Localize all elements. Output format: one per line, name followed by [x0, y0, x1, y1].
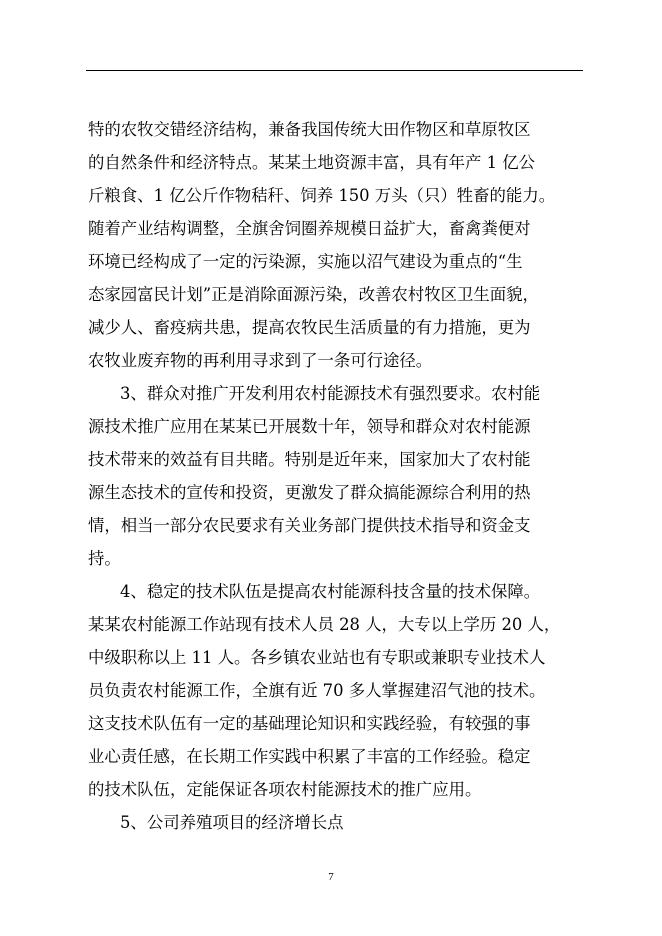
text-line: 持。: [88, 549, 121, 568]
text-line: 情，相当一部分农民要求有关业务部门提供技术指导和资金支: [88, 516, 531, 535]
text-line: 随着产业结构调整，全旗舍饲圈养规模日益扩大，畜禽粪便对: [88, 219, 531, 238]
text-line: 5、公司养殖项目的经济增长点: [120, 813, 344, 832]
text-line: 环境已经构成了一定的污染源，实施以沼气建设为重点的“生: [88, 252, 523, 271]
text-line: 业心责任感，在长期工作实践中积累了丰富的工作经验。稳定: [88, 747, 531, 766]
text-line: 减少人、畜疫病共患，提高农牧民生活质量的有力措施，更为: [88, 318, 531, 337]
text-line: 员负责农村能源工作，全旗有近 70 多人掌握建沼气池的技术。: [88, 681, 546, 700]
header-rule: [86, 70, 583, 71]
text-line: 中级职称以上 11 人。各乡镇农业站也有专职或兼职专业技术人: [88, 648, 546, 667]
text-line: 斤粮食、1 亿公斤作物秸秆、饲养 150 万头（只）牲畜的能力。: [88, 186, 556, 205]
document-body: [88, 113, 584, 839]
page-number: 7: [328, 871, 334, 883]
text-line: 源生态技术的宣传和投资，更激发了群众搞能源综合利用的热: [88, 483, 531, 502]
text-line: 3、群众对推广开发利用农村能源技术有强烈要求。农村能: [120, 384, 541, 403]
text-line: 特的农牧交错经济结构，兼备我国传统大田作物区和草原牧区: [88, 120, 531, 139]
text-line: 的自然条件和经济特点。某某土地资源丰富，具有年产 1 亿公: [88, 153, 536, 172]
text-line: 4、稳定的技术队伍是提高农村能源科技含量的技术保障。: [120, 582, 541, 601]
text-line: 这支技术队伍有一定的基础理论知识和实践经验，有较强的事: [88, 714, 531, 733]
text-line: 技术带来的效益有目共睹。特别是近年来，国家加大了农村能: [88, 450, 531, 469]
text-line: 某某农村能源工作站现有技术人员 28 人，大专以上学历 20 人，: [88, 615, 561, 634]
text-line: 的技术队伍，定能保证各项农村能源技术的推广应用。: [88, 780, 482, 799]
text-line: 态家园富民计划”正是消除面源污染，改善农村牧区卫生面貌，: [88, 285, 539, 304]
text-line: 源技术推广应用在某某已开展数十年，领导和群众对农村能源: [88, 417, 531, 436]
text-line: 农牧业废弃物的再利用寻求到了一条可行途径。: [88, 351, 433, 370]
